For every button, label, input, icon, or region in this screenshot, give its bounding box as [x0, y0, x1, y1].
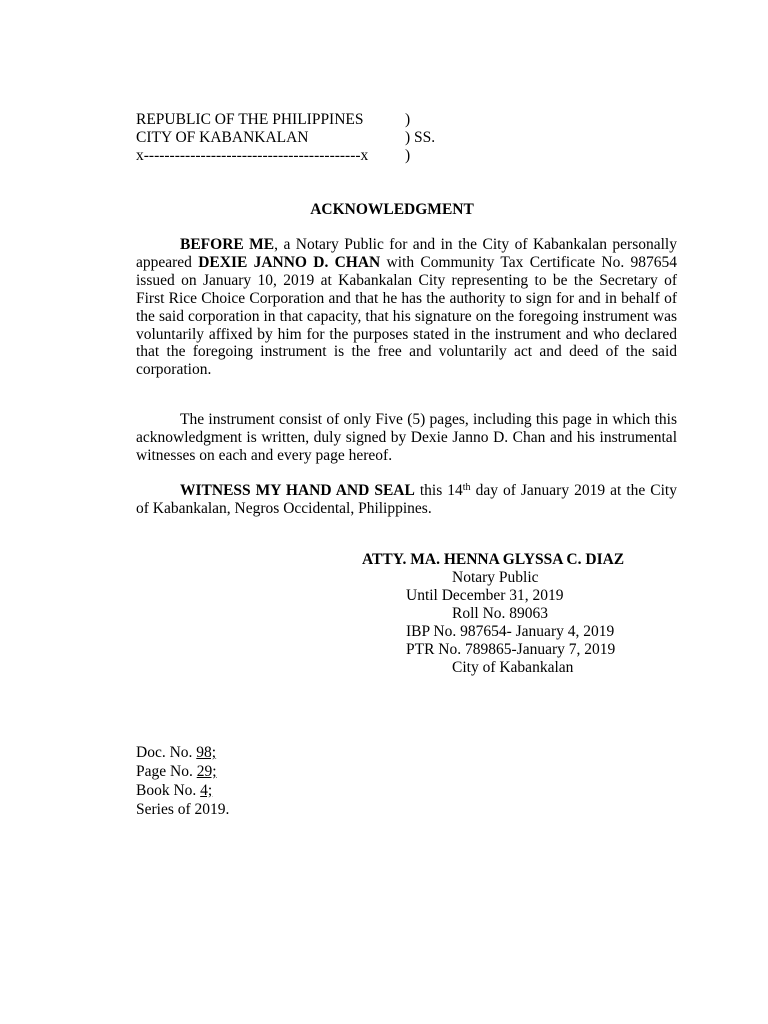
- ordinal-suffix: th: [462, 482, 471, 493]
- venue-row-city: [136, 129, 435, 147]
- book-no-label: Book No.: [136, 782, 201, 799]
- para3-text1: this 14: [414, 482, 463, 499]
- para1-text1: , a Notary Public for and in the City of Kabankalan personally appeared: [136, 236, 677, 271]
- venue-paren: ): [405, 111, 411, 128]
- before-me-lead: BEFORE ME: [180, 236, 275, 253]
- notary-role: Notary Public: [452, 569, 539, 586]
- venue-city: CITY OF KABANKALAN: [136, 129, 309, 146]
- para1-text2: with Community Tax Certificate No. 987654 issued on January 10, 2019 at Kabankalan City representing to be the Secretary of First Rice Choice Corporation and that he has the authority to sign for and in behalf of the said corporation in that capacity, that his signature on the foregoing instrument was voluntarily affixed by him for the purposes stated in the instrument and who declared that the foregoing instrument is the free and voluntarily act and deed of the said corporation.: [136, 253, 677, 379]
- para3-text2: day of January 2019 at the City of Kabankalan, Negros Occidental, Philippines.: [136, 482, 677, 517]
- paragraph-witness: [136, 482, 677, 518]
- book-no-line: [136, 781, 229, 800]
- venue-paren: ): [405, 147, 411, 164]
- doc-no-label: Doc. No.: [136, 744, 197, 761]
- venue-ss: ) SS.: [405, 129, 436, 146]
- page-no-line: [136, 762, 229, 781]
- notary-signature-block: [362, 551, 624, 677]
- para2-text: The instrument consist of only Five (5) pages, including this page in which this acknowledgment is written, duly signed by Dexie Janno D. Chan and his instrumental witnesses on each and every page hereof.: [136, 411, 677, 464]
- notary-name: ATTY. MA. HENNA GLYSSA C. DIAZ: [362, 551, 625, 568]
- notary-ibp: IBP No. 987654- January 4, 2019: [406, 623, 615, 640]
- notary-until: Until December 31, 2019: [406, 587, 564, 604]
- book-no-value: 4;: [200, 782, 213, 799]
- paragraph-before-me: [136, 236, 677, 379]
- venue-republic: REPUBLIC OF THE PHILIPPINES: [136, 111, 364, 128]
- venue-row-republic: [136, 111, 435, 129]
- appearer-name: DEXIE JANNO D. CHAN: [198, 253, 381, 271]
- venue-row-separator: [136, 147, 435, 165]
- series-line: Series of 2019.: [136, 801, 230, 818]
- venue-block: [136, 111, 435, 165]
- doc-no-value: 98;: [196, 744, 217, 761]
- venue-separator: x------------------------------------------x: [136, 147, 369, 164]
- docket-numbers: [136, 743, 229, 819]
- page-no-label: Page No.: [136, 763, 197, 780]
- paragraph-instrument: [136, 411, 677, 465]
- notary-city: City of Kabankalan: [452, 659, 574, 676]
- witness-lead: WITNESS MY HAND AND SEAL: [180, 482, 415, 499]
- doc-no-line: [136, 743, 229, 762]
- notary-ptr: PTR No. 789865-January 7, 2019: [406, 641, 616, 658]
- document-title: ACKNOWLEDGMENT: [310, 201, 474, 218]
- notary-roll: Roll No. 89063: [452, 605, 549, 622]
- page-no-value: 29;: [196, 763, 217, 780]
